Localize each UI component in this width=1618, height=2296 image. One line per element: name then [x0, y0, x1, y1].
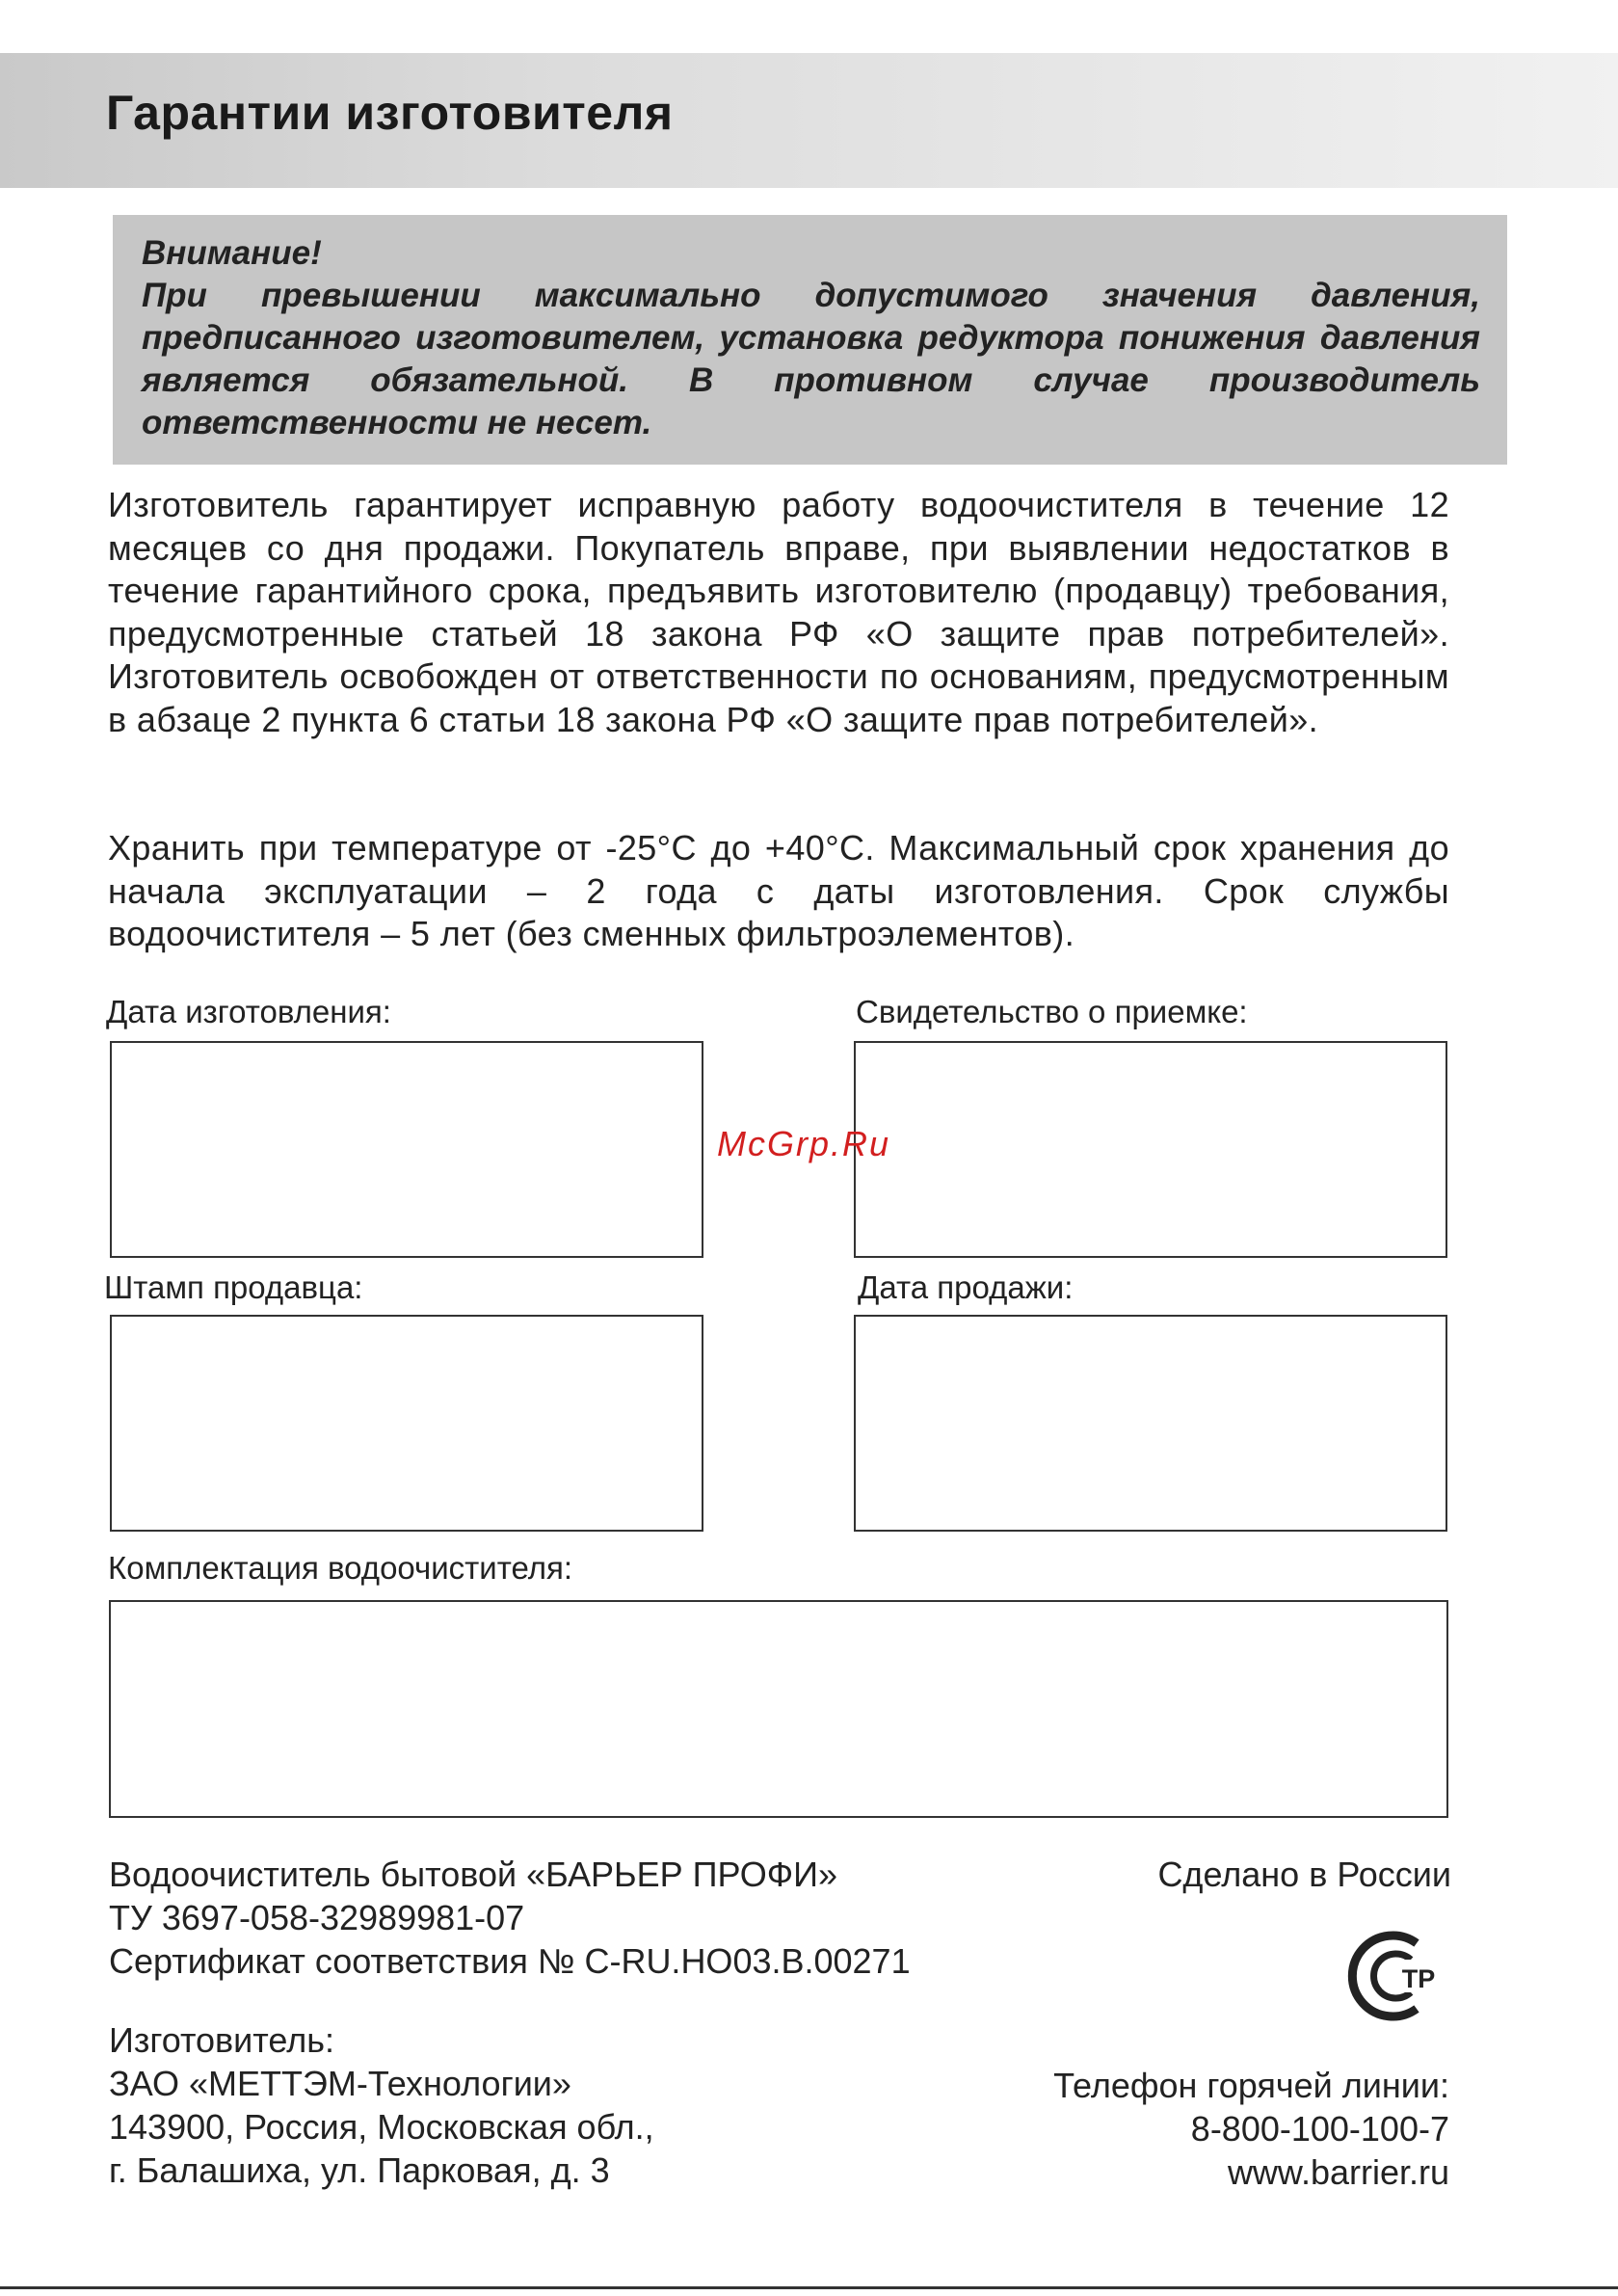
manufacture-date-label: Дата изготовления:	[106, 994, 391, 1029]
manufacturer-address-2: г. Балашиха, ул. Парковая, д. 3	[109, 2150, 610, 2190]
storage-paragraph: Хранить при температуре от -25°C до +40°C. Максимальный срок хранения до начала эксплуатации – 2 года с даты изготовления. Срок службы водоочистителя – 5 лет (без сменных фильтроэлементов).	[108, 828, 1449, 953]
warning-title: Внимание!	[142, 234, 322, 272]
bottom-divider	[0, 2286, 1618, 2289]
hotline-website[interactable]: www.barrier.ru	[1227, 2152, 1449, 2192]
manufacture-date-box[interactable]	[110, 1041, 703, 1258]
sale-date-label: Дата продажи:	[858, 1269, 1074, 1305]
contents-label: Комплектация водоочистителя:	[108, 1550, 573, 1586]
warning-text: При превышении максимально допустимого значения давления, предписанного изготовителем, установка редуктора понижения давления является обязательной. В противном случае производитель ответственности не несет.	[142, 277, 1480, 441]
acceptance-certificate-label: Свидетельство о приемке:	[856, 994, 1248, 1029]
warning-box	[113, 215, 1507, 465]
page-title: Гарантии изготовителя	[106, 86, 674, 140]
acceptance-certificate-box[interactable]	[854, 1041, 1447, 1258]
product-info	[109, 1853, 911, 1983]
manufacturer-address-1: 143900, Россия, Московская обл.,	[109, 2107, 654, 2147]
manufacturer-label: Изготовитель:	[109, 2020, 334, 2060]
product-name: Водоочиститель бытовой «БАРЬЕР ПРОФИ»	[109, 1855, 837, 1894]
warranty-paragraph: Изготовитель гарантирует исправную работу водоочистителя в течение 12 месяцев со дня продажи. Покупатель вправе, при выявлении недостатков в течение гарантийного срока, предъявить изготовителю (продавцу) требования, предусмотренные статьей 18 закона РФ «О защите прав потребителей». Изготовитель освобожден от ответственности по основаниям, предусмотренным в абзаце 2 пункта 6 статьи 18 закона РФ «О защите прав потребителей».	[108, 485, 1449, 739]
watermark: McGrp.Ru	[717, 1124, 891, 1163]
contents-box[interactable]	[109, 1600, 1448, 1818]
seller-stamp-label: Штамп продавца:	[104, 1269, 363, 1305]
made-in-russia: Сделано в России	[1157, 1855, 1451, 1894]
sale-date-box[interactable]	[854, 1315, 1447, 1532]
hotline-label: Телефон горячей линии:	[1053, 2066, 1449, 2105]
hotline-info	[1053, 2064, 1449, 2194]
cert-mark-text: ТР	[1401, 1964, 1436, 1993]
manufacturer-info	[109, 2018, 654, 2192]
certification-mark-icon	[1339, 1928, 1453, 2024]
product-certificate: Сертификат соответствия № С-RU.НО03.В.00271	[109, 1941, 911, 1981]
manufacturer-company: ЗАО «МЕТТЭМ-Технологии»	[109, 2064, 571, 2103]
product-tu: ТУ 3697-058-32989981-07	[109, 1898, 525, 1937]
hotline-phone[interactable]: 8-800-100-100-7	[1190, 2109, 1449, 2149]
seller-stamp-box[interactable]	[110, 1315, 703, 1532]
